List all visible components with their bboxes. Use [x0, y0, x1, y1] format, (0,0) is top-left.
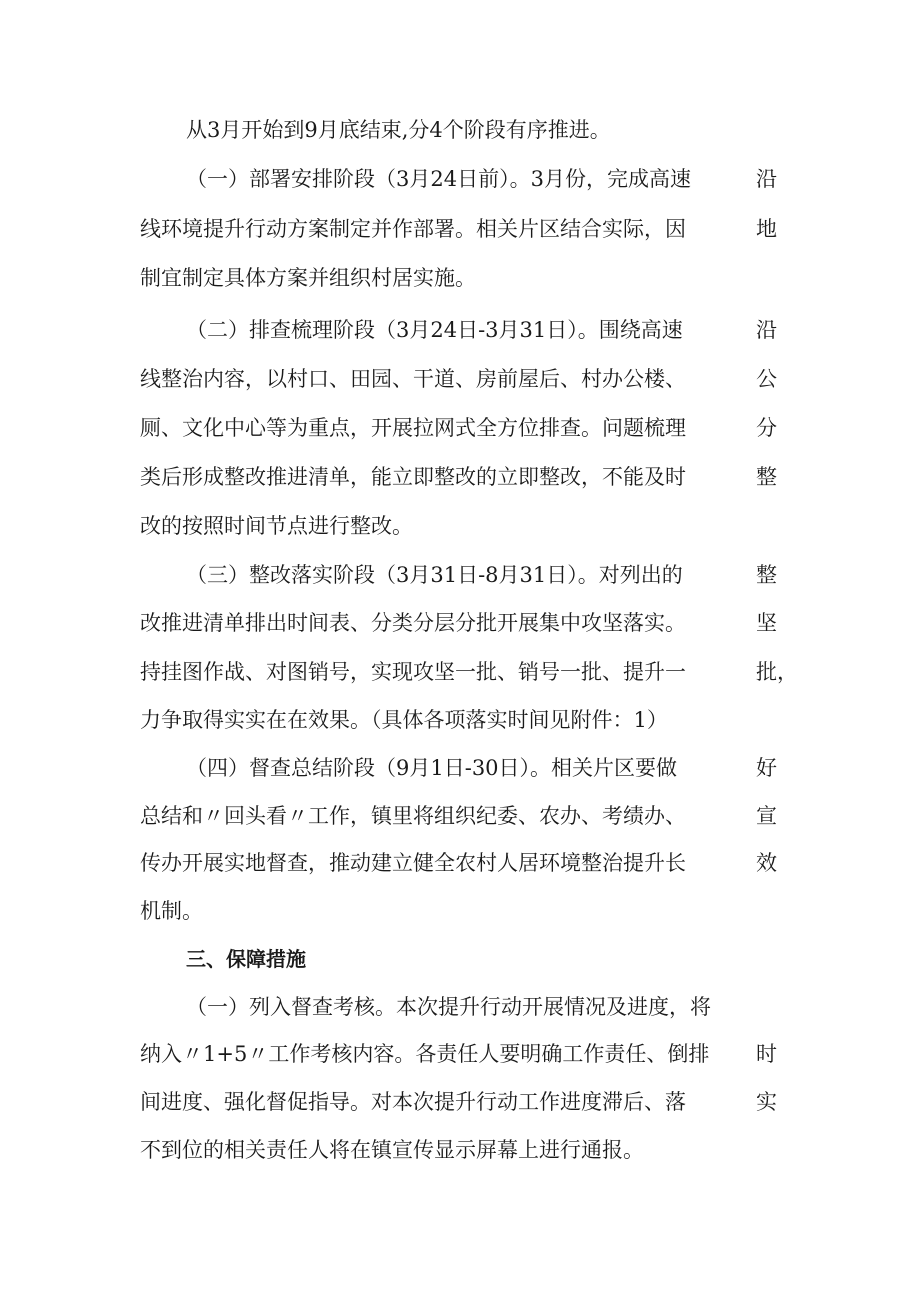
line-text: 厕、文化中心等为重点，开展拉网式全方位排查。问题梳理 — [140, 416, 686, 440]
line-text: 总结和〃回头看〃工作，镇里将组织纪委、农办、考绩办、 — [140, 804, 686, 828]
section-heading-text: 三、保障措施 — [186, 947, 306, 971]
line-text: 间进度、强化督促指导。对本次提升行动工作进度滞后、落 — [140, 1090, 686, 1114]
line-text: （一）列入督查考核。本次提升行动开展情况及进度，将 — [186, 995, 711, 1019]
line-tail-text: 宣 — [756, 804, 777, 828]
line-tail-text: 批， — [756, 660, 798, 684]
line-tail-text: 分 — [756, 416, 777, 440]
line-tail-text: 整 — [756, 465, 777, 489]
line-text: （四）督查总结阶段（9月1日-30日）。相关片区要做 — [186, 756, 678, 780]
line-text: 机制。 — [140, 899, 203, 923]
line-text: 改的按照时间节点进行整改。 — [140, 514, 413, 538]
line-tail-text: 公 — [756, 367, 777, 391]
line-text: 持挂图作战、对图销号，实现攻坚一批、销号一批、提升一 — [140, 660, 686, 684]
line-tail-text: 坚 — [756, 611, 777, 635]
line-tail-text: 好 — [756, 756, 777, 780]
line-tail-text: 沿 — [756, 167, 777, 191]
line-text: 不到位的相关责任人将在镇宣传显示屏幕上进行通报。 — [140, 1138, 644, 1162]
line-text: 力争取得实实在在效果。（具体各项落实时间见附件：1） — [140, 708, 668, 732]
line-text: 线整治内容，以村口、田园、干道、房前屋后、村办公楼、 — [140, 367, 686, 391]
line-text: 制宜制定具体方案并组织村居实施。 — [140, 266, 476, 290]
line-text: （三）整改落实阶段（3月31日-8月31日）。对列出的 — [186, 563, 683, 587]
line-text: （二）排查梳理阶段（3月24日-3月31日）。围绕高速 — [186, 318, 683, 342]
line-tail-text: 沿 — [756, 318, 777, 342]
line-tail-text: 效 — [756, 851, 777, 875]
line-text: 改推进清单排出时间表、分类分层分批开展集中攻坚落实。 — [140, 611, 686, 635]
line-text: 线环境提升行动方案制定并作部署。相关片区结合实际，因 — [140, 217, 686, 241]
line-text: 纳入〃1+5〃工作考核内容。各责任人要明确工作责任、倒排 — [140, 1042, 710, 1066]
line-tail-text: 地 — [756, 217, 777, 241]
line-text: 传办开展实地督查，推动建立健全农村人居环境整治提升长 — [140, 851, 686, 875]
line-tail-text: 时 — [756, 1042, 777, 1066]
line-text: 类后形成整改推进清单，能立即整改的立即整改，不能及时 — [140, 465, 686, 489]
line-tail-text: 实 — [756, 1090, 777, 1114]
line-text: （一）部署安排阶段（3月24日前）。3月份，完成高速 — [186, 167, 691, 191]
line-tail-text: 整 — [756, 563, 777, 587]
line-text: 从3月开始到9月底结束,分4个阶段有序推进。 — [186, 118, 611, 142]
